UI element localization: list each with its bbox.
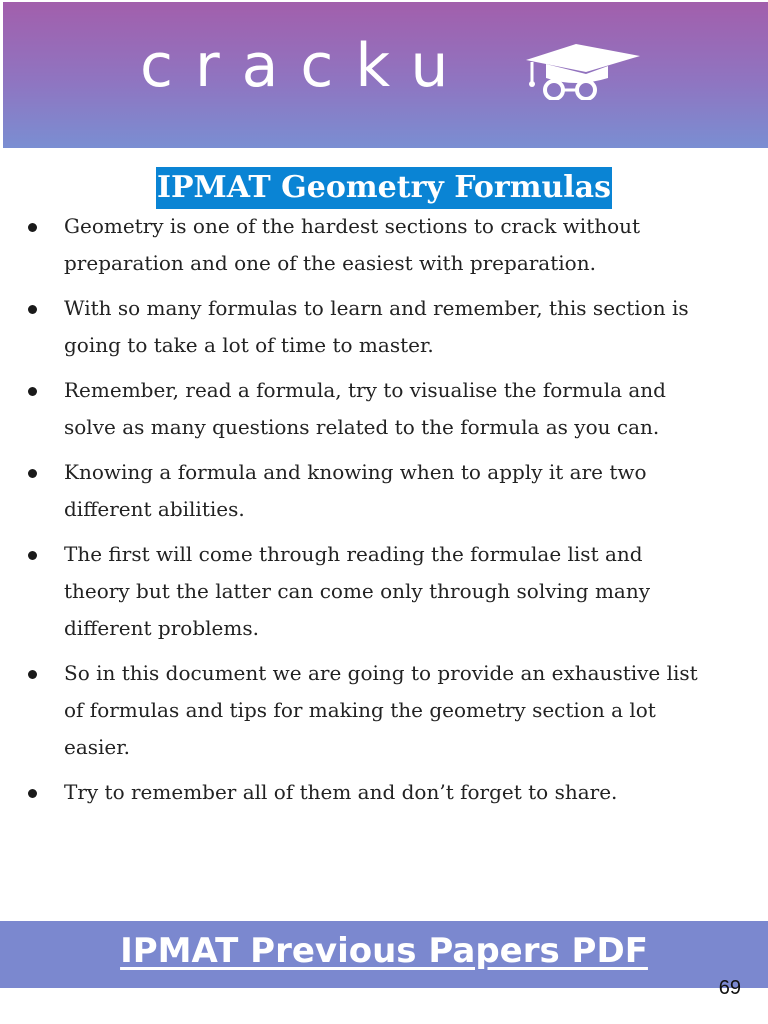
- brand-logo: [140, 26, 470, 106]
- graduation-cap-glasses-icon: [512, 38, 642, 100]
- title-wrapper: [0, 167, 768, 209]
- list-item: [24, 536, 714, 647]
- previous-papers-link[interactable]: IPMAT Previous Papers PDF: [120, 931, 648, 971]
- list-item-text: Try to remember all of them and don’t forget to share.: [64, 780, 618, 804]
- page-title: IPMAT Geometry Formulas: [156, 167, 612, 209]
- list-item-text: Remember, read a formula, try to visualise the formula and solve as many questions related to the formula as you can.: [64, 378, 666, 439]
- footer-banner: [0, 921, 768, 988]
- bullet-list: [24, 208, 714, 819]
- list-item: [24, 655, 714, 766]
- bullet-icon: [28, 469, 37, 478]
- page-number: 69: [718, 977, 741, 999]
- list-item-text: Knowing a formula and knowing when to apply it are two different abilities.: [64, 460, 647, 521]
- bullet-icon: [28, 789, 37, 798]
- list-item: [24, 290, 714, 364]
- list-item-text: Geometry is one of the hardest sections to crack without preparation and one of the easiest with preparation.: [64, 214, 641, 275]
- bullet-icon: [28, 670, 37, 679]
- list-item: [24, 372, 714, 446]
- bullet-icon: [28, 223, 37, 232]
- bullet-icon: [28, 305, 37, 314]
- header-banner: [3, 2, 768, 148]
- list-item-text: So in this document we are going to provide an exhaustive list of formulas and tips for making the geometry section a lot easier.: [64, 661, 698, 759]
- list-item: [24, 208, 714, 282]
- list-item-text: With so many formulas to learn and remember, this section is going to take a lot of time to master.: [64, 296, 689, 357]
- brand-name: cracku: [140, 31, 471, 101]
- list-item-text: The first will come through reading the formulae list and theory but the latter can come only through solving many different problems.: [64, 542, 651, 640]
- bullet-icon: [28, 387, 37, 396]
- bullet-icon: [28, 551, 37, 560]
- list-item: [24, 774, 714, 811]
- list-item: [24, 454, 714, 528]
